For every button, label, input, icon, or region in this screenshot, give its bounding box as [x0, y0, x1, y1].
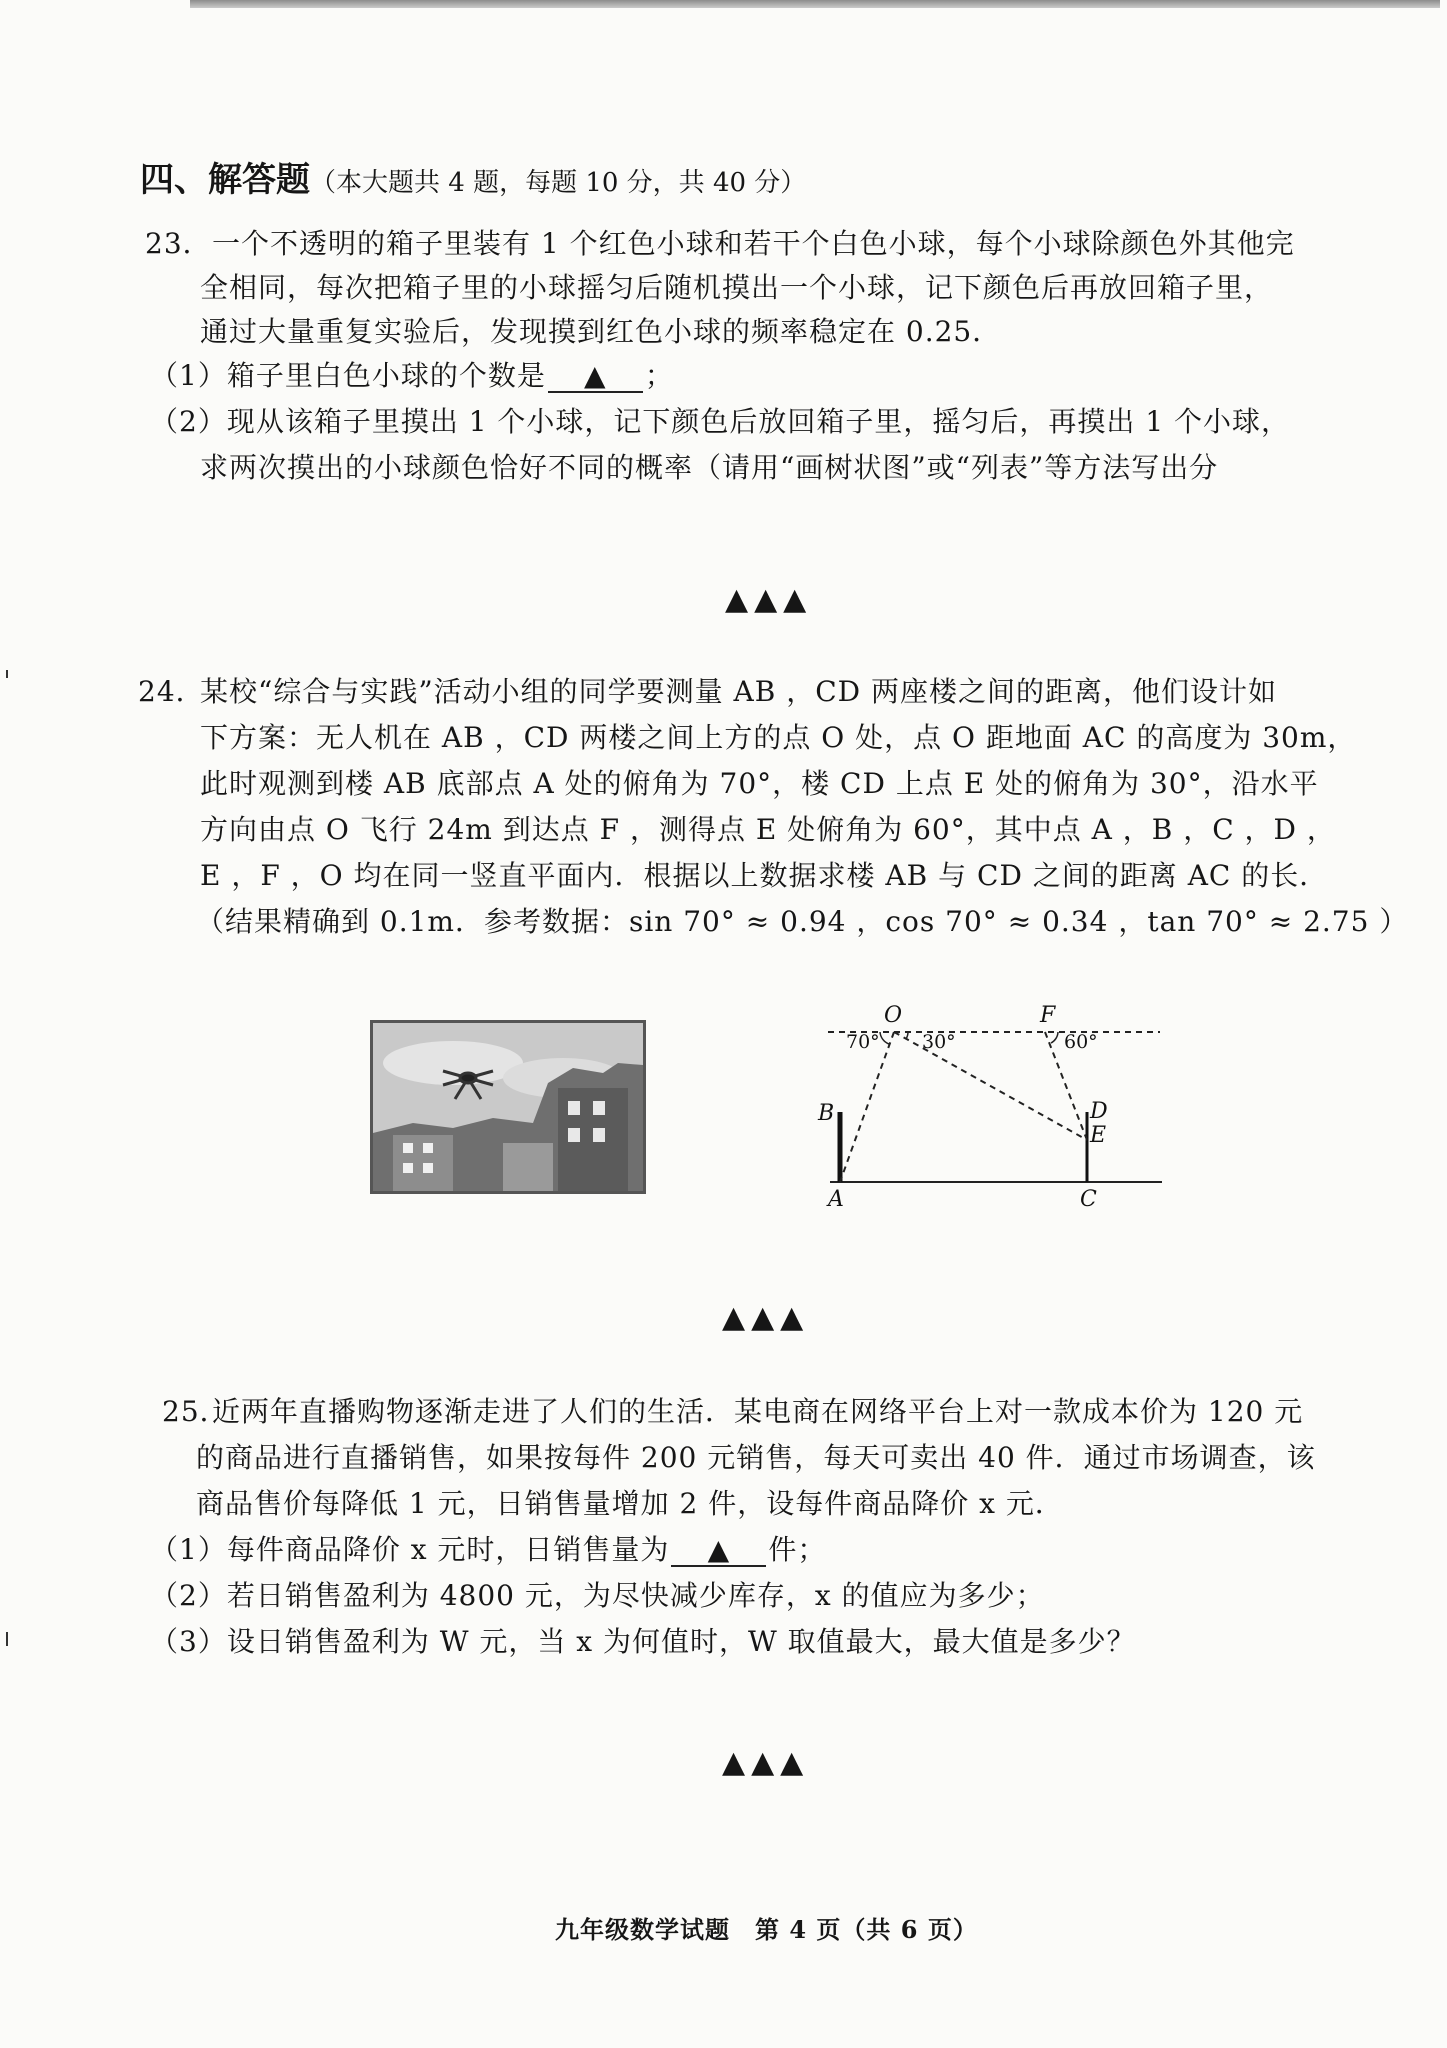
label-F: F	[1040, 1003, 1056, 1028]
answer-space-marks: ▲▲▲	[722, 1745, 810, 1780]
q25-line-1: 近两年直播购物逐渐走进了人们的生活．某电商在网络平台上对一款成本价为 120 元	[212, 1395, 1304, 1428]
q25-part-2: （2）若日销售盈利为 4800 元，为尽快减少库存，x 的值应为多少；	[150, 1579, 1045, 1612]
q25-line-2: 的商品进行直播销售，如果按每件 200 元销售，每天可卖出 40 件．通过市场调查，该	[196, 1441, 1316, 1474]
section-title: 四、解答题	[140, 160, 310, 200]
scan-speck	[6, 1632, 8, 1646]
q24-line-3: 此时观测到楼 AB 底部点 A 处的俯角为 70°，楼 CD 上点 E 处的俯角为 30°，沿水平	[200, 767, 1319, 800]
label-B: B	[818, 1101, 835, 1126]
q25-number: 25．	[162, 1395, 229, 1428]
q23-part-2-line-1: （2）现从该箱子里摸出 1 个小球，记下颜色后放回箱子里，摇匀后，再摸出 1 个小球，	[150, 405, 1291, 438]
scan-speck	[6, 670, 8, 678]
geometry-figure	[800, 1000, 1180, 1210]
q24-line-5: E ，F ，O 均在同一竖直平面内．根据以上数据求楼 AB 与 CD 之间的距离 AC 的长．	[200, 859, 1329, 892]
section-note: （本大题共 4 题，每题 10 分，共 40 分）	[310, 168, 807, 198]
answer-blank: ▲	[548, 361, 643, 393]
q25-part-1	[150, 1528, 826, 1572]
q24-line-1: 某校“综合与实践”活动小组的同学要测量 AB ，CD 两座楼之间的距离，他们设计如	[200, 675, 1278, 708]
answer-space-marks: ▲▲▲	[725, 582, 813, 617]
q24-line-6: （结果精确到 0.1m．参考数据：sin 70° ≈ 0.94 ，cos 70° ≈ 0.34 ，tan 70° ≈ 2.75 ）	[196, 905, 1409, 938]
q24-line-4: 方向由点 O 飞行 24m 到达点 F ，测得点 E 处俯角为 60°，其中点 A ，B ，C ，D ，	[200, 813, 1336, 846]
q23-number: 23．	[145, 227, 212, 260]
drone-photo	[370, 1020, 646, 1194]
q23-part-1-text: （1）箱子里白色小球的个数是	[150, 359, 546, 392]
q24-number: 24．	[138, 675, 205, 708]
q23-line-2: 全相同，每次把箱子里的小球摇匀后随机摸出一个小球，记下颜色后再放回箱子里，	[200, 271, 1274, 304]
answer-space-marks: ▲▲▲	[722, 1300, 810, 1335]
q25-part-1-end: 件；	[768, 1533, 827, 1566]
label-E: E	[1090, 1123, 1107, 1148]
q25-part-1-text: （1）每件商品降价 x 元时，日销售量为	[150, 1533, 670, 1566]
label-D: D	[1090, 1099, 1108, 1124]
angle-60: 60°	[1064, 1031, 1098, 1053]
q23-line-3: 通过大量重复实验后，发现摸到红色小球的频率稳定在 0.25．	[200, 315, 1002, 348]
q23-line-1: 一个不透明的箱子里装有 1 个红色小球和若干个白色小球，每个小球除颜色外其他完	[212, 227, 1295, 260]
label-C: C	[1080, 1187, 1097, 1210]
answer-blank: ▲	[671, 1535, 766, 1567]
q23-part-2-line-2: 求两次摸出的小球颜色恰好不同的概率（请用“画树状图”或“列表”等方法写出分	[200, 451, 1219, 484]
label-O: O	[884, 1003, 903, 1028]
page-footer: 九年级数学试题 第 4 页（共 6 页）	[555, 1915, 978, 1944]
q23-part-1-end: ；	[644, 359, 674, 392]
q25-line-3: 商品售价每降低 1 元，日销售量增加 2 件，设每件商品降价 x 元．	[196, 1487, 1064, 1520]
label-A: A	[828, 1187, 844, 1210]
angle-30: 30°	[922, 1031, 956, 1053]
q24-line-2: 下方案：无人机在 AB ，CD 两楼之间上方的点 O 处，点 O 距地面 AC 的高度为 30m，	[200, 721, 1357, 754]
sight-line-OA	[840, 1032, 894, 1182]
drone-photo-drawing	[373, 1023, 643, 1191]
angle-70: 70°	[846, 1031, 880, 1053]
section-heading	[140, 152, 806, 201]
q23-part-1	[150, 354, 674, 398]
q25-part-3: （3）设日销售盈利为 W 元，当 x 为何值时，W 取值最大，最大值是多少？	[150, 1625, 1136, 1658]
